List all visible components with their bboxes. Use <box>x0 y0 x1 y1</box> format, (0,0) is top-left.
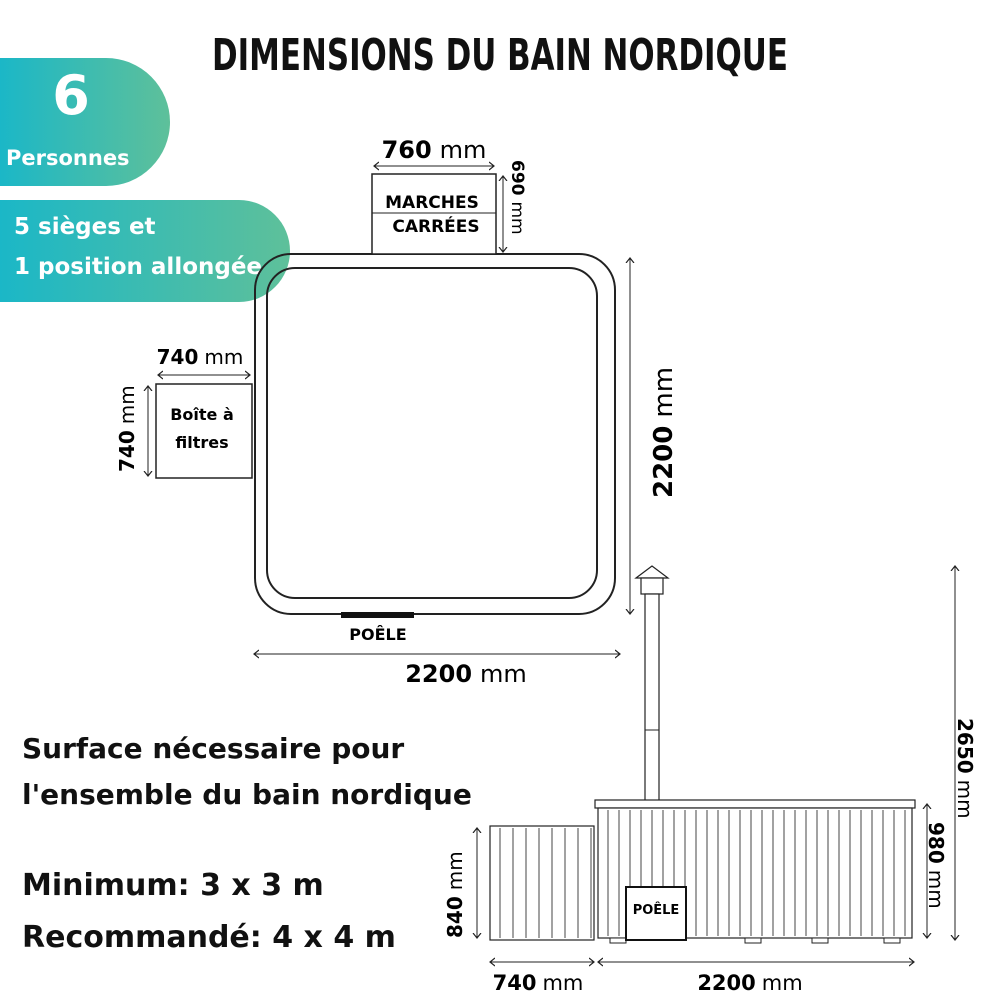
tub-height-label: 980mm <box>924 822 948 909</box>
tub-width-label: 2200 mm <box>405 660 527 688</box>
side-tub-width-label: 2200 mm <box>697 971 803 995</box>
filter-width-label: 740 mm <box>156 345 244 369</box>
steps-width-label: 760 mm <box>381 136 487 164</box>
persons-label: Personnes <box>6 146 130 170</box>
total-height-label: 2650mm <box>953 718 977 819</box>
persons-count: 6 <box>52 64 90 127</box>
stove-label-top: POÊLE <box>349 625 407 644</box>
chimney <box>636 566 668 802</box>
tub-depth-label: 2200mm <box>649 366 679 498</box>
surface-line2: l'ensemble du bain nordique <box>22 778 472 811</box>
filter-box <box>156 384 252 478</box>
surface-recommended: Recommandé: 4 x 4 m <box>22 920 396 955</box>
tub-outer-outline <box>255 254 615 614</box>
stove-bar <box>341 612 414 618</box>
steps-height-label: 690mm <box>507 160 527 235</box>
filter-label-2: filtres <box>175 433 229 452</box>
tub-rim <box>595 800 915 808</box>
seats-line1: 5 sièges et <box>14 214 156 240</box>
filter-box-height-label: 840mm <box>443 851 467 938</box>
stove-label-side: POÊLE <box>632 903 680 918</box>
tub-inner-outline <box>267 268 597 598</box>
seats-line2: 1 position allongée <box>14 254 263 280</box>
filter-height-label: 740mm <box>115 385 139 472</box>
filter-box-width-label: 740 mm <box>492 971 584 995</box>
page-title: DIMENSIONS DU BAIN NORDIQUE <box>212 30 788 81</box>
surface-minimum: Minimum: 3 x 3 m <box>22 868 324 903</box>
filter-label-1: Boîte à <box>170 405 234 424</box>
surface-line1: Surface nécessaire pour <box>22 732 405 765</box>
steps-label-1: MARCHES <box>385 193 479 213</box>
steps-label-2: CARRÉES <box>392 217 480 237</box>
steps-box <box>372 174 496 254</box>
